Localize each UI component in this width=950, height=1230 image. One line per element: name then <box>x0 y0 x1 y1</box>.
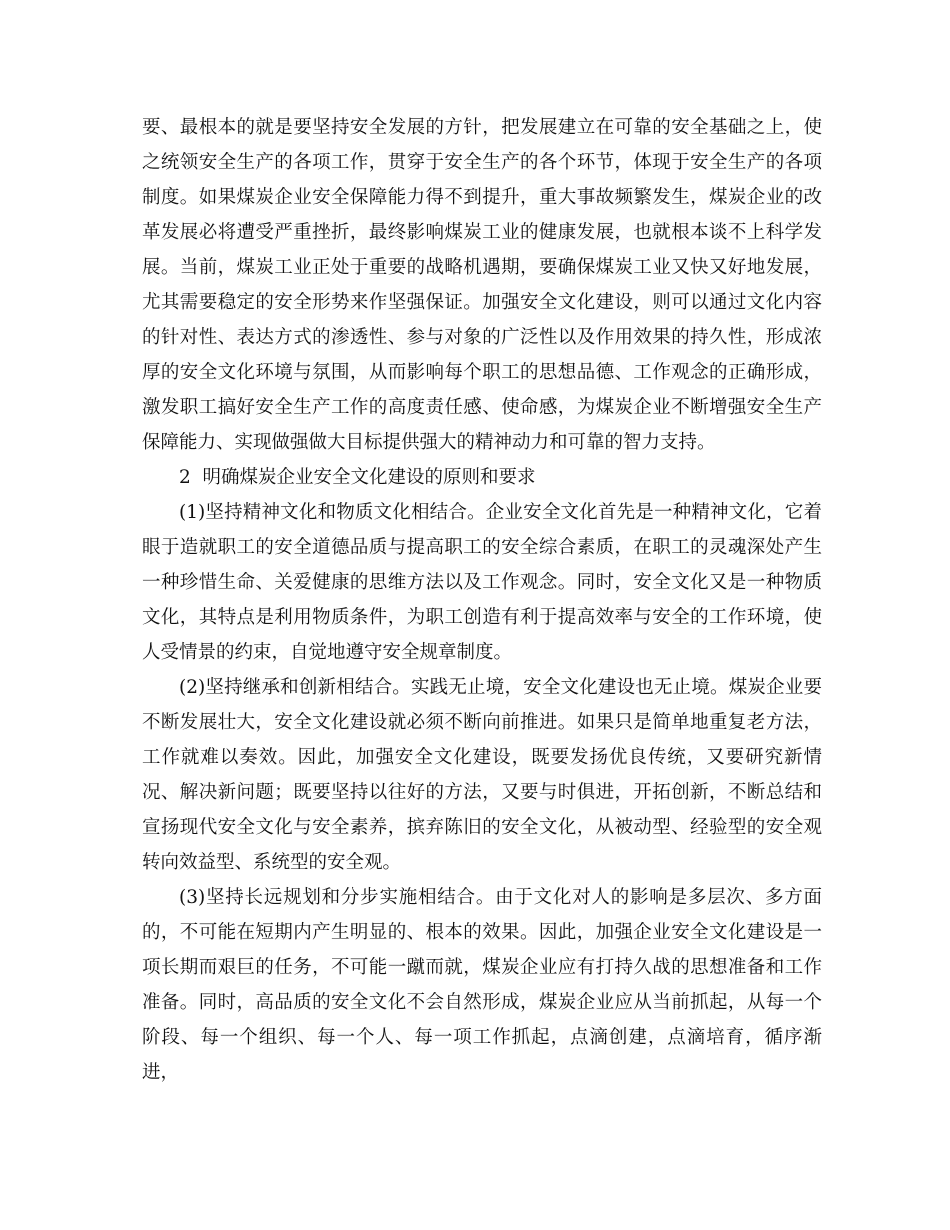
paragraph-continuation: 要、最根本的就是要坚持安全发展的方针，把发展建立在可靠的安全基础之上，使之统领安全生产的各项工作，贯穿于安全生产的各个环节，体现于安全生产的各项制度。如果煤炭企业安全保障能力得不到提升，重大事故频繁发生，煤炭企业的改革发展必将遭受严重挫折，最终影响煤炭工业的健康发展，也就根本谈不上科学发展。当前，煤炭工业正处于重要的战略机遇期，要确保煤炭工业又快又好地发展，尤其需要稳定的安全形势来作坚强保证。加强安全文化建设，则可以通过文化内容的针对性、表达方式的渗透性、参与对象的广泛性以及作用效果的持久性，形成浓厚的安全文化环境与氛围，从而影响每个职工的思想品德、工作观念的正确形成，激发职工搞好安全生产工作的高度责任感、使命感，为煤炭企业不断增强安全生产保障能力、实现做强做大目标提供强大的精神动力和可靠的智力支持。 <box>142 117 822 453</box>
paragraph-principle-1: (1)坚持精神文化和物质文化相结合。企业安全文化首先是一种精神文化，它着眼于造就职工的安全道德品质与提高职工的安全综合素质，在职工的灵魂深处产生一种珍惜生命、关爱健康的思维方法以及工作观念。同时，安全文化又是一种物质文化，其特点是利用物质条件，为职工创造有利于提高效率与安全的工作环境，使人受情景的约束，自觉地遵守安全规章制度。 <box>142 502 822 663</box>
document-page <box>142 110 822 1090</box>
paragraph-principle-3: (3)坚持长远规划和分步实施相结合。由于文化对人的影响是多层次、多方面的，不可能在短期内产生明显的、根本的效果。因此，加强企业安全文化建设是一项长期而艰巨的任务，不可能一蹴而就，煤炭企业应有打持久战的思想准备和工作准备。同时，高品质的安全文化不会自然形成，煤炭企业应从当前抓起，从每一个阶段、每一个组织、每一个人、每一项工作抓起，点滴创建，点滴培育，循序渐进， <box>142 887 822 1083</box>
paragraph-principle-2: (2)坚持继承和创新相结合。实践无止境，安全文化建设也无止境。煤炭企业要不断发展壮大，安全文化建设就必须不断向前推进。如果只是简单地重复老方法，工作就难以奏效。因此，加强安全文化建设，既要发扬优良传统，又要研究新情况、解决新问题；既要坚持以往好的方法，又要与时俱进，开拓创新，不断总结和宣扬现代安全文化与安全素养，摈弃陈旧的安全文化，从被动型、经验型的安全观转向效益型、系统型的安全观。 <box>142 677 822 873</box>
section-heading: 2 明确煤炭企业安全文化建设的原则和要求 <box>179 467 536 488</box>
